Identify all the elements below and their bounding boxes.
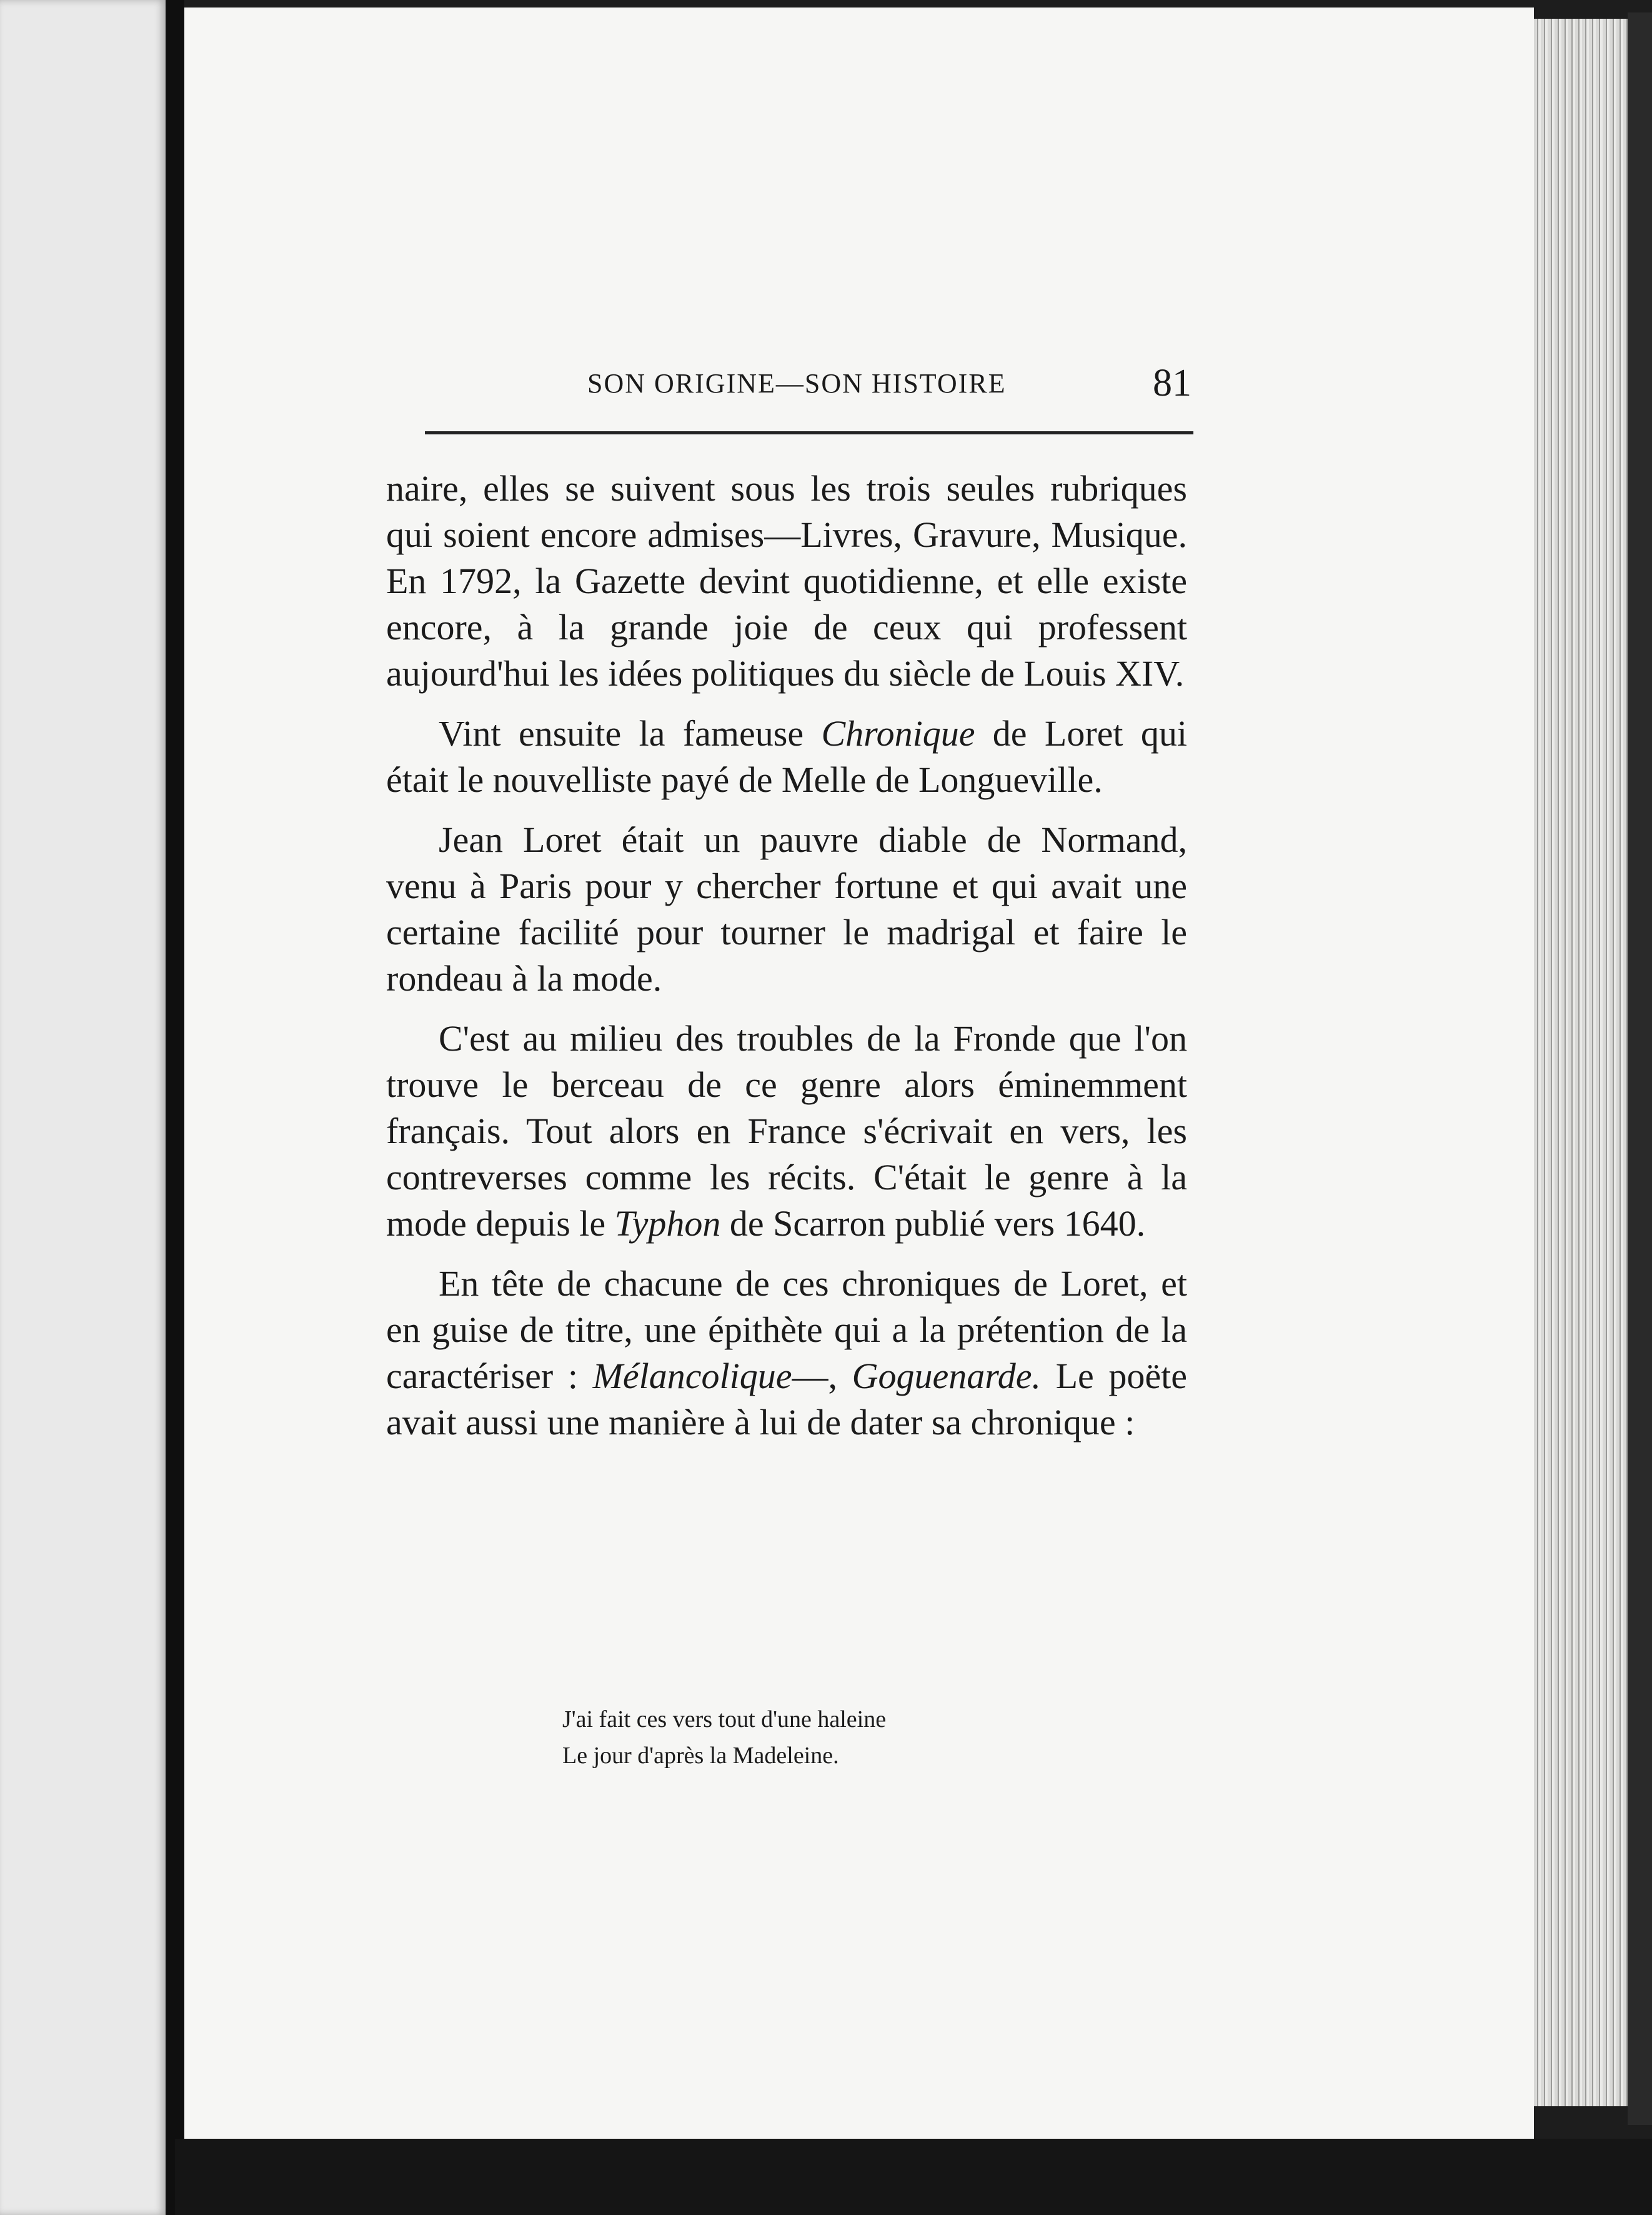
page-fore-edge [1534, 19, 1628, 2106]
text-run: En tête de chacune de ces chroniques de Loret, et en guise de titre, une épithète qui a la prétention de la caractériser : [386, 1263, 1187, 1396]
text-run: Vint ensuite la fameuse [439, 713, 822, 754]
text-run: Le poëte avait aussi une manière à lui de dater sa chronique : [386, 1356, 1187, 1442]
verse-quotation [562, 1701, 886, 1774]
page-number: 81 [1153, 362, 1192, 404]
scanner-bottom-edge [175, 2139, 1652, 2215]
running-title: SON ORIGINE—SON HISTOIRE [587, 368, 1007, 399]
header-rule [425, 431, 1193, 434]
body-text [386, 466, 1187, 1446]
book-gutter [166, 0, 184, 2215]
italic-text: Goguenarde. [852, 1356, 1041, 1396]
previous-page-edge [0, 0, 166, 2215]
text-run: de Scarron publié vers 1640. [720, 1203, 1146, 1244]
text-run: Jean Loret était un pauvre diable de Normand, venu à Paris pour y chercher fortune et qui avait une certaine facilité pour tourner le madrigal et faire le rondeau à la mode. [386, 819, 1187, 999]
text-run: —, [792, 1356, 852, 1396]
text-run: de Loret qui était le nouvelliste payé de Melle de Longueville. [386, 713, 1187, 800]
italic-text: Mélancolique [592, 1356, 792, 1396]
verse-line: Le jour d'après la Madeleine. [562, 1742, 839, 1769]
paragraph [386, 466, 1187, 697]
italic-text: Typhon [614, 1203, 721, 1244]
paragraph [386, 1016, 1187, 1247]
text-run: C'est au milieu des troubles de la Fronde que l'on trouve le berceau de ce genre alors éminemment français. Tout alors en France s'écrivait en vers, les contreverses comme les récits. C'était le genre à la mode depuis le [386, 1018, 1187, 1244]
paragraph [386, 817, 1187, 1002]
verse-line: J'ai fait ces vers tout d'une haleine [562, 1706, 887, 1732]
scanner-edge [1628, 12, 1652, 2125]
text-run: naire, elles se suivent sous les trois seules rubriques qui soient encore admises—Livres, Gravure, Musique. En 1792, la Gazette devint quotidienne, et elle existe encore, à la grande joie de ceux qui professent aujourd'hui les idées politiques du siècle de Louis XIV. [386, 468, 1187, 694]
italic-text: Chronique [821, 713, 975, 754]
paragraph [386, 711, 1187, 803]
paragraph [386, 1261, 1187, 1446]
